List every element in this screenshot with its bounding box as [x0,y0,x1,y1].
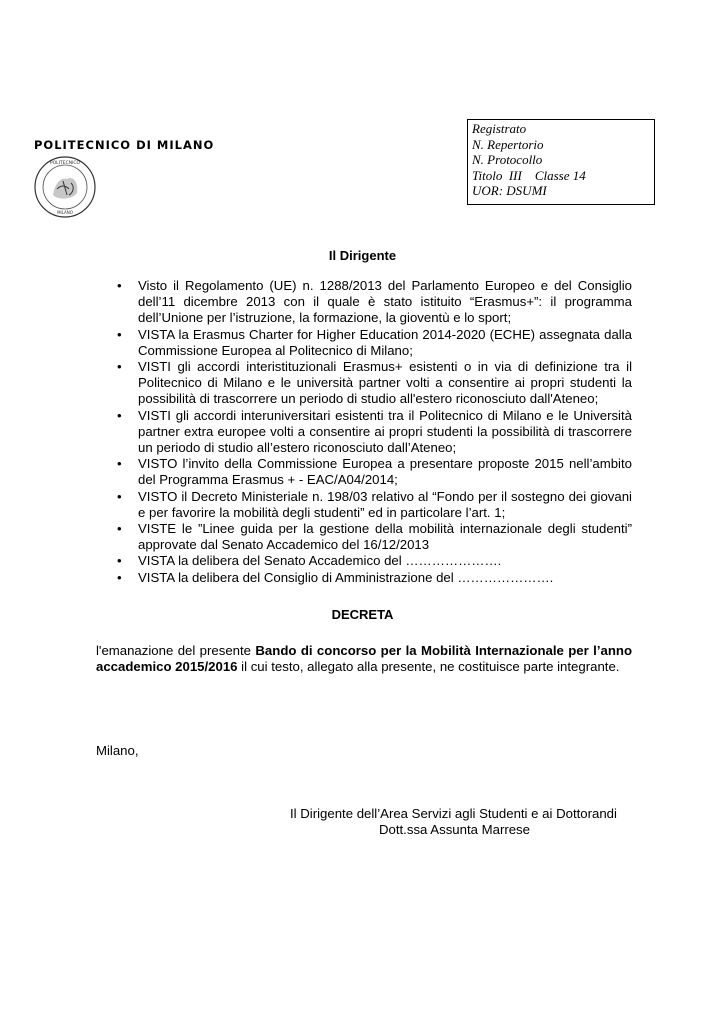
decree-paragraph: l'emanazione del presente Bando di concorso per la Mobilità Internazionale per l’anno accademico 2015/2016 il cui testo, allegato alla presente, ne costituisce parte integrante. [96,643,632,675]
bullet-icon: • [117,278,122,293]
premise-item: • VISTA la delibera del Senato Accademico del …………………. [117,553,502,569]
seal-text-bottom: MILANO [57,210,73,215]
signature-role: Il Dirigente dell’Area Servizi agli Studenti e ai Dottorandi [290,806,617,821]
registration-line: N. Repertorio [472,136,544,152]
premise-item: • VISTA la Erasmus Charter for Higher Education 2014-2020 (ECHE) assegnata dalla Commissione Europea al Politecnico di Milano; [117,326,632,358]
bullet-icon: • [117,553,122,569]
bullet-icon: • [117,359,122,375]
decree-heading: DECRETA [331,607,394,622]
premise-item: • VISTO l’invito della Commissione Europea a presentare proposte 2015 nell’ambito del Programma Erasmus + - EAC/A04/2014; [117,456,632,488]
institution-name: POLITECNICO DI MILANO [34,138,215,152]
place-line: Milano, [96,743,139,758]
premise-item: • VISTO il Decreto Ministeriale n. 198/03 relativo al “Fondo per il sostegno dei giovani e per favorire la mobilità degli studenti” ed in particolare l’art. 1; [117,488,632,520]
signature-name: Dott.ssa Assunta Marrese [379,822,530,837]
premise-item: • VISTI gli accordi interuniversitari esistenti tra il Politecnico di Milano e le Università partner extra europee volti a consentire ai propri studenti la possibilità di trascorrere un periodo di studio all’estero riconosciuto dall’Ateneo; [117,407,632,456]
premise-item: • VISTE le ”Linee guida per la gestione della mobilità internazionale degli studenti” approvate dal Senato Accademico del 16/12/2013 [117,521,632,553]
bullet-icon: • [117,456,122,472]
document-title: Il Dirigente [328,248,397,263]
registration-line: UOR: DSUMI [472,183,547,198]
registration-line: Registrato [472,121,527,136]
bullet-icon: • [117,326,122,342]
premise-item: • VISTA la delibera del Consiglio di Amministrazione del …………………. [117,569,554,585]
premise-item: • Visto il Regolamento (UE) n. 1288/2013 del Parlamento Europeo e del Consiglio dell’11 dicembre 2013 con il quale è stato istituito “Erasmus+”: il programma dell’Unione per l’istruzione, la formazione, la gioventù e lo sport; [117,278,632,326]
seal-text-top: POLITECNICO [49,161,81,166]
decree-subject: Bando di concorso per la Mobilità Internazionale per l’anno accademico 2015/2016 [96,643,632,675]
premises-list [96,278,632,586]
bullet-icon: • [117,407,122,423]
registration-line: Titolo III Classe 14 [472,167,586,183]
bullet-icon: • [117,569,122,585]
bullet-icon: • [117,488,122,504]
registration-line: N. Protocollo [472,152,543,167]
premise-item: • VISTI gli accordi interistituzionali Erasmus+ esistenti o in via di definizione tra il Politecnico di Milano e le università partner volti a consentire ai propri studenti la possibilità di trascorrere un periodo di studio all'estero riconosciuto dall'Ateneo; [117,359,632,407]
bullet-icon: • [117,521,122,537]
university-seal-logo [33,155,97,219]
registration-box [467,119,655,205]
